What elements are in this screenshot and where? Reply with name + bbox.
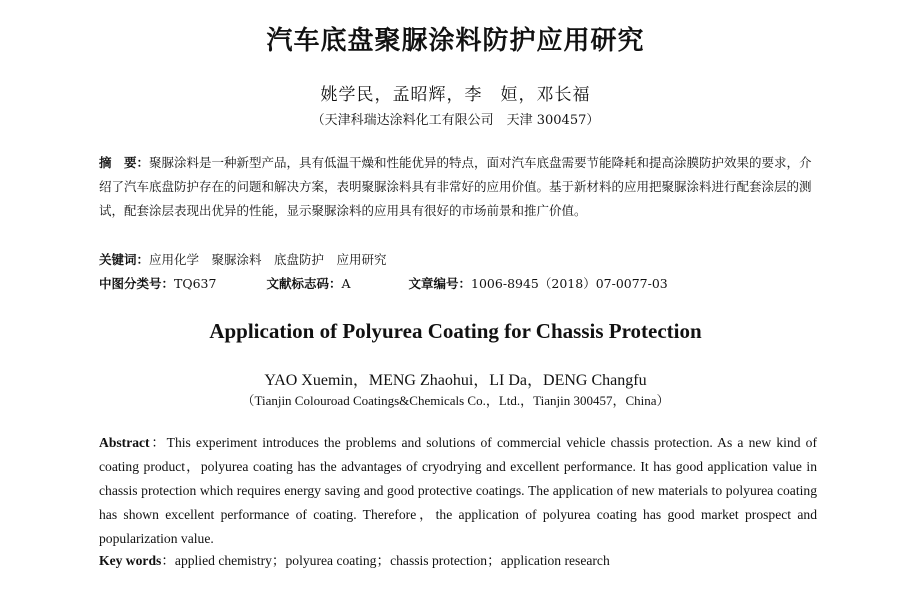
english-abstract [99,431,817,551]
doc-code-label: 文献标志码： [266,276,342,291]
doc-code-value: A [341,276,351,291]
chinese-abstract [99,151,817,223]
clc-value: TQ637 [174,276,217,291]
english-title: Application of Polyurea Coating for Chassis Protection [209,319,702,343]
english-abstract-text: This experiment introduces the problems and solutions of commercial vehicle chassis protection. As a new kind of coating product，polyurea coating has the advantages of cryodrying and excellent performance. It has good application value in chassis protection which requires energy saving and good protective coatings. The application of new materials to polyurea coating has shown excellent performance of coating. Therefore，the application of polyurea coating has good market prospect and popularization value. [99,435,817,546]
english-keywords-separator: ： [161,553,175,568]
english-keywords-label: Key words [99,553,162,568]
english-keywords [99,549,817,573]
chinese-abstract-label: 摘 要： [99,155,150,170]
chinese-title: 汽车底盘聚脲涂料防护应用研究 [266,26,645,56]
chinese-keywords [99,248,817,272]
chinese-authors: 姚学民，孟昭辉，李 姮，邓长福 [320,85,591,105]
english-affiliation: （Tianjin Colouroad Coatings&Chemicals Co.，Ltd.，Tianjin 300457，China） [241,393,670,408]
clc-label: 中图分类号： [99,276,175,291]
article-no-value: 1006-8945（2018）07-0077-03 [471,276,668,291]
chinese-affiliation: （天津科瑞达涂料化工有限公司 天津 300457） [311,113,600,128]
article-no-label: 文章编号： [408,276,472,291]
chinese-keywords-label: 关键词： [99,252,150,267]
english-keywords-text: applied chemistry；polyurea coating；chassis protection；application research [174,553,610,568]
english-abstract-label: Abstract [99,435,150,450]
chinese-abstract-text: 聚脲涂料是一种新型产品，具有低温干燥和性能优异的特点，面对汽车底盘需要节能降耗和提高涂膜防护效果的要求，介绍了汽车底盘防护存在的问题和解决方案，表明聚脲涂料具有非常好的应用价值。基于新材料的应用把聚脲涂料进行配套涂层的测试，配套涂层表现出优异的性能，显示聚脲涂料的应用具有很好的市场前景和推广价值。 [99,155,812,218]
chinese-keywords-text: 应用化学 聚脲涂料 底盘防护 应用研究 [149,252,387,267]
classification-line [99,272,817,296]
english-abstract-separator: ： [149,435,167,450]
english-authors: YAO Xuemin，MENG Zhaohui，LI Da，DENG Changfu [264,372,647,389]
